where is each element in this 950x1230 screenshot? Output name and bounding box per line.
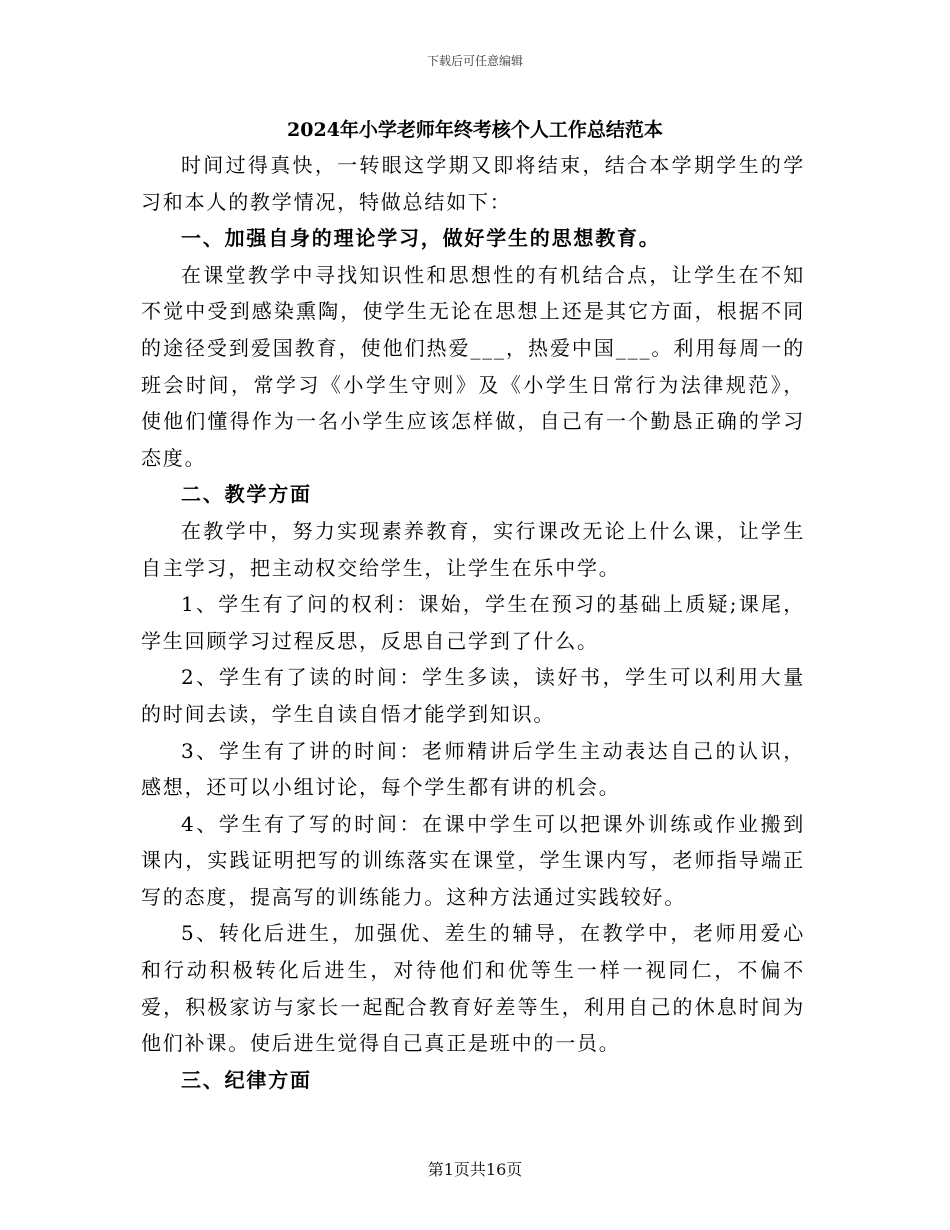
body-paragraph: 在教学中，努力实现素养教育，实行课改无论上什么课，让学生自主学习，把主动权交给学生，让学生在乐中学。: [141, 518, 805, 580]
list-item: 1、学生有了问的权利：课始，学生在预习的基础上质疑;课尾，学生回顾学习过程反思，反思自己学到了什么。: [141, 592, 805, 653]
header-note: 下载后可任意编辑: [426, 54, 523, 68]
list-item: 2、学生有了读的时间：学生多读，读好书，学生可以利用大量的时间去读，学生自读自悟才能学到知识。: [141, 665, 805, 726]
document-body: [141, 147, 805, 1098]
document-title: 2024年小学老师年终考核个人工作总结范本: [287, 119, 663, 141]
section-heading: 二、教学方面: [181, 482, 312, 507]
body-paragraph: 时间过得真快，一转眼这学期又即将结束，结合本学期学生的学习和本人的教学情况，特做总结如下：: [141, 153, 805, 214]
section-heading: 一、加强自身的理论学习，做好学生的思想教育。: [181, 226, 661, 251]
body-paragraph: 在课堂教学中寻找知识性和思想性的有机结合点，让学生在不知不觉中受到感染熏陶，使学生无论在思想上还是其它方面，根据不同的途径受到爱国教育，使他们热爱___，热爱中国___。利用每周一的班会时间，常学习《小学生守则》及《小学生日常行为法律规范》，使他们懂得作为一名小学生应该怎样做，自己有一个勤恳正确的学习态度。: [141, 262, 805, 470]
section-heading: 三、纪律方面: [181, 1067, 312, 1092]
page-number: 第1页共16页: [427, 1160, 523, 1179]
list-item: 5、转化后进生，加强优、差生的辅导，在教学中，老师用爱心和行动积极转化后进生，对待他们和优等生一样一视同仁，不偏不爱，积极家访与家长一起配合教育好差等生，利用自己的休息时间为他们补课。使后进生觉得自己真正是班中的一员。: [141, 921, 805, 1056]
list-item: 3、学生有了讲的时间：老师精讲后学生主动表达自己的认识，感想，还可以小组讨论，每个学生都有讲的机会。: [141, 738, 805, 800]
list-item: 4、学生有了写的时间：在课中学生可以把课外训练或作业搬到课内，实践证明把写的训练落实在课堂，学生课内写，老师指导端正写的态度，提高写的训练能力。这种方法通过实践较好。: [141, 811, 805, 909]
